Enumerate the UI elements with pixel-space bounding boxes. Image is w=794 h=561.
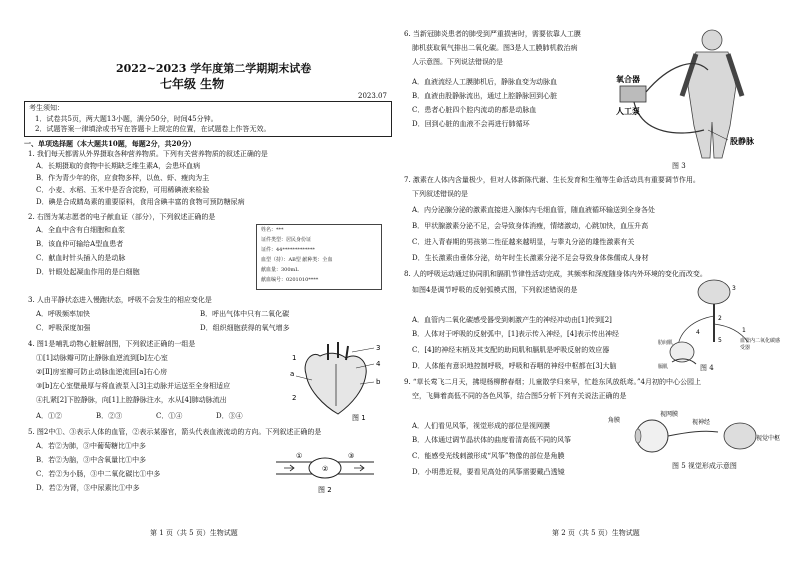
q4-item-1: ①[1]动脉瓣可防止静脉血逆流到[b]左心室 — [36, 354, 168, 362]
q7-option-d: D．生长激素由垂体分泌，幼年时生长激素分泌不足会导致身体侏儒成人身材 — [412, 254, 649, 262]
q4-option-d: D．③④ — [216, 412, 243, 420]
card-blood-type: 血型（持）：AB型 献种类：全血 — [261, 257, 333, 263]
q9-option-d: D．小明患近视，要看见高处的风筝需要戴凸透镜 — [412, 468, 565, 476]
figure-4-reflex-arc — [656, 276, 780, 370]
q4-option-a: A．①② — [36, 412, 63, 420]
fig1-label-b: b — [376, 378, 381, 386]
fig4-label-5: 5 — [718, 337, 722, 344]
fig4-label-3: 3 — [732, 285, 736, 292]
notice-line-2: 2．试题答案一律填涂或书写在答题卡上规定的位置，在试题卷上作答无效。 — [35, 125, 271, 133]
q4-item-4: ④扎紧[2]下腔静脉，向[1]上腔静脉注水，水从[4]肺动脉流出 — [36, 396, 227, 404]
q2-option-c: C．献血时针头插入的是动脉 — [36, 254, 126, 262]
q7-stem-line-2: 下列叙述错误的是 — [412, 190, 468, 198]
q5-option-a: A．若②为肺，③中葡萄糖比①中多 — [36, 442, 147, 450]
q7-stem-line-1: 7. 激素在人体内含量极少，但对人体新陈代谢、生长发育和生殖等生命活动具有重要调节作用。 — [404, 176, 700, 184]
notice-line-1: 1．试卷共5页，两大题13小题，满分50分，时间45分钟。 — [35, 115, 218, 123]
card-volume: 献血量：300mL — [261, 267, 299, 273]
q5-stem: 5. 图2中①、③表示人体的血管，②表示某器官，箭头代表血液流动的方向。下列叙述正确的是 — [28, 428, 322, 436]
q2-option-b: B．该血仲可输给A型血患者 — [36, 240, 124, 248]
q6-stem-line-1: 6. 当新冠肺炎患者的肺受到严重损害时，需要依靠人工膜 — [404, 30, 581, 38]
q1-option-b: B．作为青少年的你，应食物多样，以鱼、虾、瘦肉为主 — [36, 174, 210, 182]
notice-heading: 考生须知： — [29, 104, 64, 112]
q8-option-c: C．[4]的神经末梢及其支配的助间肌和膈肌是呼吸反射的效应器 — [412, 346, 610, 354]
q7-option-c: C．进入青春期的男孩第二性征越来越明显，与睾丸分泌的雄性激素有关 — [412, 238, 635, 246]
body-torso — [688, 52, 736, 158]
q3-stem: 3. 人由平静状态进入慢跑状态，呼吸不会发生的相应变化是 — [28, 296, 212, 304]
fig4-label-diaphragm: 膈肌 — [658, 364, 669, 370]
q9-option-c: C．能感受光线刺激形成“风筝”物像的部位是角膜 — [412, 452, 565, 460]
fig4-label-4: 4 — [696, 329, 700, 336]
fig2-caption: 图 2 — [318, 486, 332, 494]
q9-stem-line-1: 9. “草长莺飞二月天，拂堤杨柳醉春烟；儿童散学归来早，忙趁东风放纸鸢。”4月初的中心公园上 — [404, 378, 702, 386]
fig5-label-cornea: 角膜 — [608, 417, 621, 424]
oxygenator-box — [620, 86, 646, 102]
q1-option-c: C．小麦、水稻、玉米中是否含淀粉，可用稀碘液来检验 — [36, 186, 210, 194]
q6-stem-line-2: 肺机获取氧气排出二氧化碳。图3是人工膜肺机救治病 — [412, 44, 578, 52]
q2-stem: 2. 右图为某志愿者的电子献血证（部分），下列叙述正确的是 — [28, 213, 216, 221]
footer-left: 第 1 页（共 5 页）生物试题 — [150, 529, 238, 537]
q6-option-d: D．回到心脏的血液不会再进行肺循环 — [412, 120, 530, 128]
optic-nerve — [668, 431, 718, 436]
arrow-left — [284, 465, 294, 471]
q5-option-b: B．若②为脑，③中含氧量比①中多 — [36, 456, 147, 464]
q2-option-d: D．针眼处起凝血作用的是白细胞 — [36, 268, 140, 276]
exam-title: 2022~2023 学年度第二学期期末试卷 — [116, 62, 312, 75]
q9-option-a: A．人们看见风筝，视觉形成的部位是视网膜 — [412, 422, 551, 430]
fig1-label-2: 2 — [292, 394, 297, 402]
q6-option-c: C．患者心脏四个腔内流动的都是动脉血 — [412, 106, 537, 114]
blood-donation-card — [256, 224, 382, 290]
q5-option-d: D．若②为肾，③中尿素比①中多 — [36, 484, 140, 492]
fig5-label-retina: 视网膜 — [660, 411, 679, 418]
fig1-label-a: a — [290, 370, 295, 378]
fig4-caption: 图 4 — [700, 364, 714, 372]
q4-stem: 4. 图1是哺乳动物心脏解剖图，下列叙述正确的一组是 — [28, 340, 196, 348]
fig1-label-1: 1 — [292, 354, 297, 362]
fig3-label-oxygenator: 氧合器 — [616, 75, 640, 84]
q8-option-a: A．血管内二氧化碳感受器受到刺激产生的神经冲动由[1]传到[2] — [412, 316, 612, 324]
q3-option-c: C．呼吸深度加强 — [36, 324, 91, 332]
fig4-label-intercostal: 肋间肌 — [658, 340, 674, 346]
body-head — [702, 30, 722, 50]
fig3-caption: 图 3 — [672, 162, 686, 170]
q3-option-b: B．呼出气体中只有二氧化碳 — [200, 310, 290, 318]
fig2-label-2: ② — [322, 465, 329, 473]
q3-option-d: D．组织细胞获得的氧气增多 — [200, 324, 290, 332]
q1-option-d: D．碘是合成睛岛素的重要原料，食用含碘丰富的食物可预防糖尿病 — [36, 198, 245, 206]
q3-option-a: A．呼吸频率加快 — [36, 310, 91, 318]
figure-3-ecmo — [612, 26, 778, 160]
q1-option-a: A．长期摄取的食物中长期缺乏维生素A，会患坏血病 — [36, 162, 201, 170]
q4-option-b: B．②③ — [96, 412, 123, 420]
fig5-label-optic-nerve: 视神经 — [692, 419, 711, 426]
figure-1-heart — [290, 340, 386, 424]
brain-shape — [698, 280, 730, 304]
q5-option-c: C．若②为小肠，③中二氧化碳比①中多 — [36, 470, 161, 478]
fig3-label-femoral: 股静脉 — [730, 137, 754, 146]
q4-item-2: ②[Ⅱ]房室瓣可防止动脉血逆流回[a]右心房 — [36, 368, 168, 376]
fig2-label-3: ③ — [348, 452, 355, 460]
card-id: 证件：44************* — [261, 247, 315, 253]
exam-subtitle: 七年级 生物 — [160, 77, 225, 91]
fig4-label-1: 1 — [742, 327, 746, 334]
card-id-type: 证件类型：居民身份证 — [261, 237, 312, 243]
q9-option-b: B．人体通过调节晶状体的曲度看清高低不同的风筝 — [412, 436, 572, 444]
q4-option-c: C．①④ — [156, 412, 183, 420]
q9-stem-line-2: 空，飞舞着高低不同的各色风筝，结合图5分析下列有关说法正确的是 — [412, 392, 627, 400]
fig4-label-2: 2 — [718, 315, 722, 322]
exam-date: 2023.07 — [358, 92, 387, 100]
lens — [635, 429, 641, 443]
q1-stem: 1. 我们每天都需从外界摄取各种营养物质。下列有关营养物质的叙述正确的是 — [28, 150, 268, 158]
q7-option-b: B．甲状腺激素分泌不足，会导致身体消瘦，情绪激动，心跳加快，血压升高 — [412, 222, 649, 230]
section-1-heading: 一、单项选择题（本大题共10题，每题2分，共20分） — [24, 139, 196, 148]
fig5-label-visual-center: 视觉中枢 — [756, 435, 781, 442]
figure-5-eye-diagram — [608, 408, 784, 460]
fig4-label-co2-sensor: 血管内二氧化碳感受器 — [740, 338, 781, 351]
fig2-label-1: ① — [296, 452, 303, 460]
card-name: 姓名：*** — [261, 227, 284, 233]
fig1-label-3: 3 — [376, 344, 381, 352]
q7-option-a: A．内分泌腺分泌的激素直接进入腺体内毛细血管，随血液循环输送到全身各处 — [412, 206, 656, 214]
q8-option-d: D．人体能有意识地控制呼吸，呼吸和吞咽的神经中枢都在[3]大脑 — [412, 362, 617, 370]
fig5-caption: 图 5 视觉形成示意图 — [672, 462, 737, 470]
card-number: 献血编号：0201010**** — [261, 277, 319, 283]
q8-stem-line-2: 如图4是调节呼吸的反射弧模式图，下列叙述错误的是 — [412, 286, 578, 294]
brain — [724, 423, 756, 449]
leader-line-1 — [352, 348, 374, 352]
exam-notice-box — [24, 101, 392, 137]
fig1-caption: 图 1 — [352, 414, 366, 422]
fig3-label-pump: 人工泵 — [616, 107, 640, 116]
footer-right: 第 2 页（共 5 页）生物试题 — [552, 529, 640, 537]
q8-stem-line-1: 8. 人的呼吸运动通过协同肌和膈肌节律性活动完成，其频率和深度随身体内外环境的变化而改变。 — [404, 270, 707, 278]
q8-option-b: B．人体对于呼吸的反射弧中，[1]表示传入神经，[4]表示传出神经 — [412, 330, 619, 338]
figure-2-vessel-organ — [270, 448, 380, 500]
arrow-right — [354, 465, 364, 471]
q6-option-b: B．血液由股静脉流出，通过上腔静脉回到心脏 — [412, 92, 558, 100]
fig1-label-4: 4 — [376, 360, 381, 368]
q6-stem-line-3: 人示意图。下列说法错误的是 — [412, 58, 503, 66]
q4-item-3: ③[b]左心室壁最厚与将血液泵入[3]主动脉并运送至全身相适应 — [36, 382, 231, 390]
q2-option-a: A．全血中含有白细胞和血浆 — [36, 226, 126, 234]
q6-option-a: A．血液流经人工膜肺机后，静脉血变为动脉血 — [412, 78, 558, 86]
